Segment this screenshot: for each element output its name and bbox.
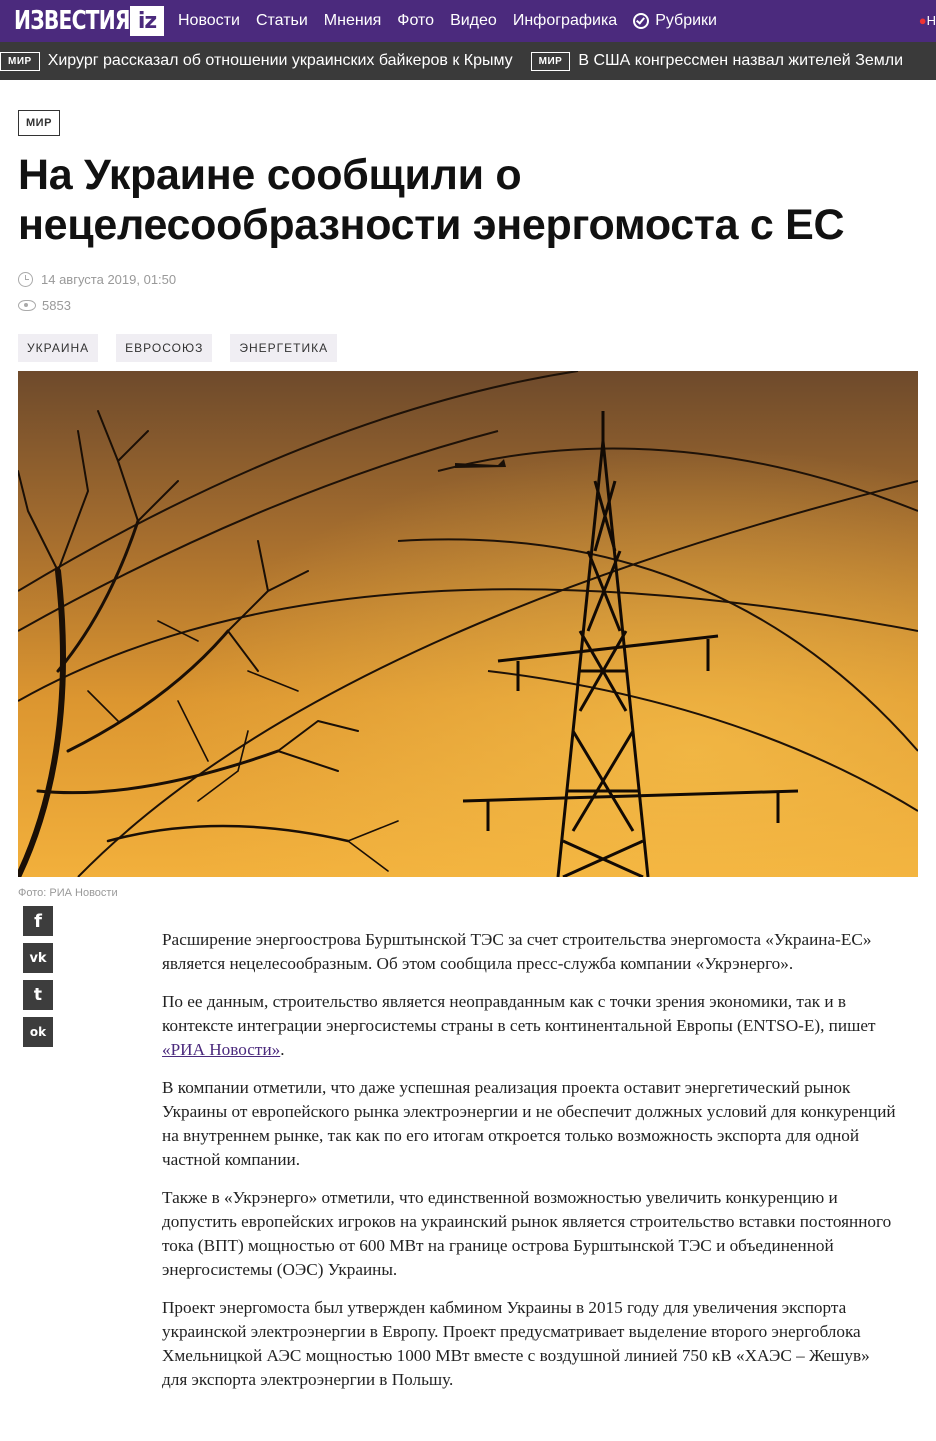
ticker-rubric-badge: МИР	[531, 52, 571, 71]
article-hero-image	[18, 371, 918, 877]
publish-date	[18, 272, 176, 287]
ticker-rubric-badge: МИР	[0, 52, 40, 71]
view-count-text: 5853	[42, 298, 71, 313]
tag-energy[interactable]: ЭНЕРГЕТИКА	[230, 334, 337, 362]
vk-icon: vk	[29, 950, 47, 966]
nav-link-news[interactable]: Новости	[178, 12, 240, 29]
facebook-share-button[interactable]	[23, 906, 53, 936]
nav-link-articles[interactable]: Статьи	[255, 12, 308, 29]
site-logo[interactable]	[14, 6, 164, 36]
ticker-headline: В США конгрессмен назвал жителей Земли	[578, 52, 904, 69]
paragraph: В компании отметили, что даже успешная реализация проекта оставит энергетический рынок Украины от европейского рынка электроэнергии и не обеспечит должных условий для конкуренций на внутреннем рынке, так как по его итогам откроется только возможность экспорта для одной частной компании.	[162, 1078, 896, 1169]
view-count	[18, 298, 71, 313]
paragraph: Также в «Укрэнерго» отметили, что единственной возможностью увеличить конкуренцию и допустить европейских игроков на украинский рынок является строительство вставки постоянного тока (ВПТ) мощностью от 600 МВт на границе острова Бурштынской ТЭС и объединенной энергосистемы (ОЭС) Украины.	[162, 1188, 892, 1279]
facebook-icon: f	[34, 910, 42, 932]
twitter-share-button[interactable]	[23, 980, 53, 1010]
news-ticker	[0, 42, 936, 80]
main-nav	[178, 12, 633, 30]
article-title: На Украине сообщили о нецелесообразности энергомоста с ЕС	[18, 151, 845, 249]
twitter-icon: t	[33, 985, 43, 1005]
ticker-item[interactable]	[0, 52, 513, 71]
logo-badge: iz	[130, 6, 164, 36]
nav-link-photo[interactable]: Фото	[397, 12, 435, 29]
paragraph-text: .	[280, 1040, 285, 1059]
vk-share-button[interactable]	[23, 943, 53, 973]
top-navigation-bar	[0, 0, 936, 42]
article-rubric-badge[interactable]: МИР	[18, 110, 60, 136]
ticker-item[interactable]	[531, 52, 903, 71]
topbar-cut-item[interactable]	[919, 13, 936, 28]
rubrics-menu-button[interactable]	[633, 12, 717, 30]
eye-icon	[18, 300, 36, 311]
nav-link-opinions[interactable]: Мнения	[323, 12, 382, 29]
article-tags	[18, 334, 355, 362]
live-dot-icon: ●	[918, 13, 927, 28]
check-circle-icon	[633, 13, 649, 29]
odnoklassniki-icon: ok	[29, 1025, 47, 1039]
topbar-cut-label: Н	[926, 13, 936, 28]
publish-date-text: 14 августа 2019, 01:50	[41, 272, 177, 287]
nav-link-video[interactable]: Видео	[450, 12, 497, 29]
rubrics-label: Рубрики	[655, 12, 717, 29]
clock-icon	[18, 272, 33, 287]
odnoklassniki-share-button[interactable]	[23, 1017, 53, 1047]
paragraph: Проект энергомоста был утвержден кабмином Украины в 2015 году для увеличения экспорта украинской электроэнергии в Европу. Проект предусматривает выделение второго энергоблока Хмельницкой АЭС мощностью 1000 МВт вместе с воздушной линией 750 кВ «ХАЭС – Жешув» для экспорта электроэнергии в Польшу.	[162, 1298, 870, 1389]
paragraph-text: По ее данным, строительство является неоправданным как с точки зрения экономики, так и в контексте интеграции энергосистемы страны в сеть континентальной Европы (ENTSO-E), пишет	[162, 992, 876, 1035]
logo-wordmark: ИЗВЕСТИЯ	[14, 6, 130, 36]
share-buttons	[23, 906, 53, 1054]
ticker-headline: Хирург рассказал об отношении украинских байкеров к Крыму	[47, 52, 513, 69]
nav-link-infographics[interactable]: Инфографика	[512, 12, 618, 29]
tag-ukraine[interactable]: УКРАИНА	[18, 334, 98, 362]
paragraph	[162, 990, 897, 1062]
photo-caption: Фото: РИА Новости	[18, 887, 118, 899]
ria-novosti-link[interactable]: «РИА Новости»	[162, 1040, 281, 1059]
paragraph: Расширение энергоострова Бурштынской ТЭС за счет строительства энергомоста «Украина-ЕС» является нецелесообразным. Об этом сообщила пресс-служба компании «Укрэнерго».	[162, 930, 872, 973]
tag-eu[interactable]: ЕВРОСОЮЗ	[116, 334, 212, 362]
article-body	[162, 928, 897, 1406]
